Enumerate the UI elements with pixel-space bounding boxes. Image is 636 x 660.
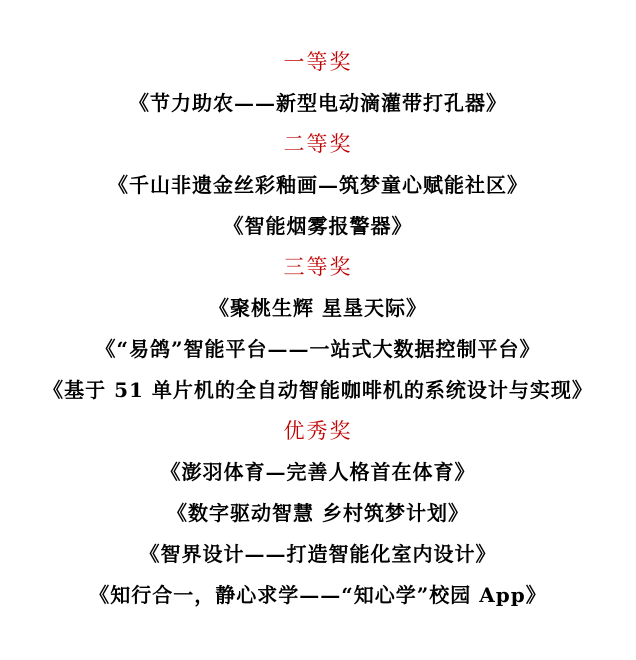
award-heading-excellence-prize: 优秀奖 <box>283 419 353 443</box>
award-entry: 《“易鸽”智能平台——一站式大数据控制平台》 <box>95 337 541 361</box>
award-entry: 《知行合一，静心求学——“知心学”校园 App》 <box>89 583 547 607</box>
award-entry: 《数字驱动智慧 乡村筑梦计划》 <box>167 501 469 525</box>
award-entry: 《基于 51 单片机的全自动智能咖啡机的系统设计与实现》 <box>43 378 593 402</box>
award-entry: 《千山非遗金丝彩釉画—筑梦童心赋能社区》 <box>108 173 528 197</box>
award-heading-third-prize: 三等奖 <box>283 255 353 279</box>
award-entry: 《澎羽体育—完善人格首在体育》 <box>160 460 476 484</box>
award-entry: 《聚桃生辉 星垦天际》 <box>209 296 427 320</box>
award-heading-second-prize: 二等奖 <box>283 132 353 156</box>
award-entry: 《智界设计——打造智能化室内设计》 <box>139 542 497 566</box>
award-heading-first-prize: 一等奖 <box>283 50 353 74</box>
award-entry: 《节力助农——新型电动滴灌带打孔器》 <box>129 91 507 115</box>
award-list <box>0 42 636 616</box>
award-entry: 《智能烟雾报警器》 <box>223 214 413 238</box>
